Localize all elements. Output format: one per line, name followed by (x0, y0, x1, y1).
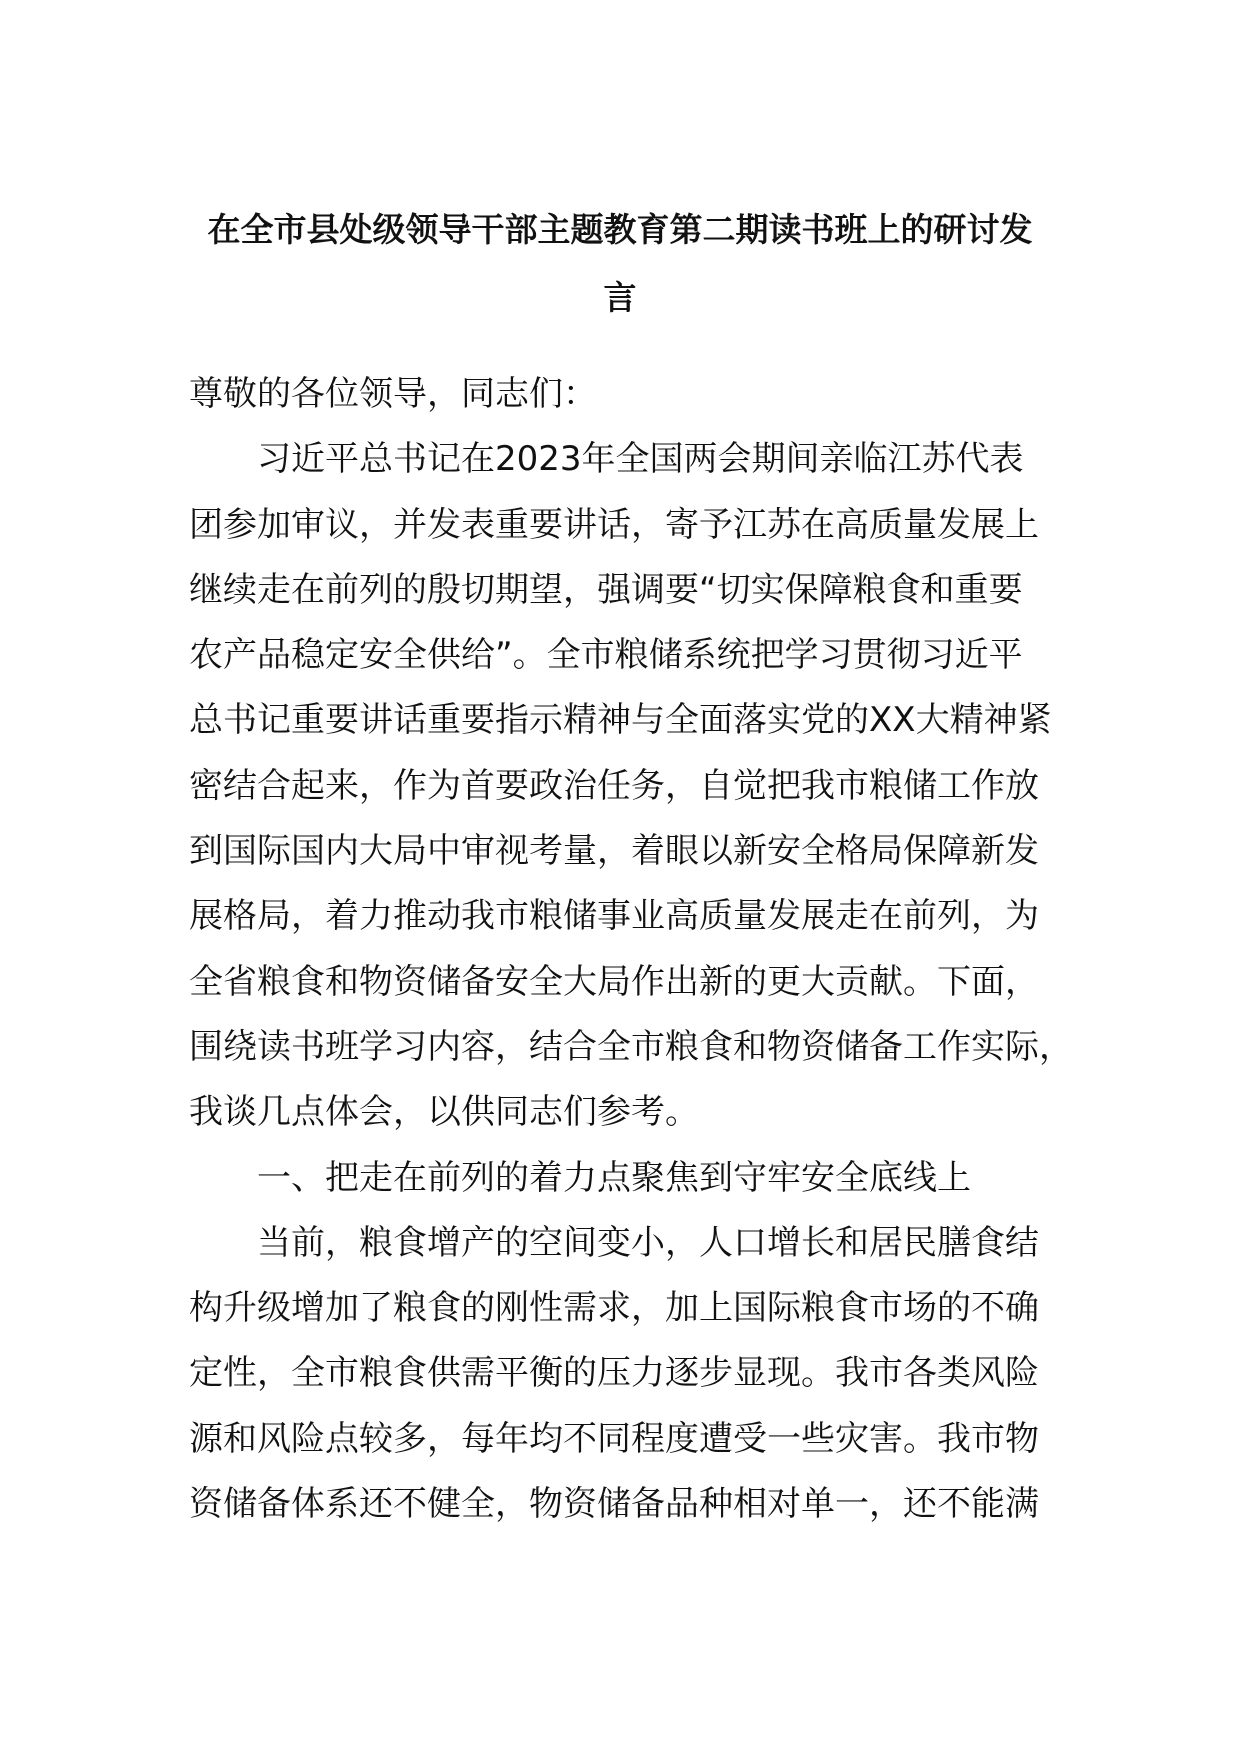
text-line: 定性，全市粮食供需平衡的压力逐步显现。我市各类风险 (189, 1353, 1039, 1394)
text-line: 我谈几点体会，以供同志们参考。 (189, 1092, 699, 1133)
greeting: 尊敬的各位领导，同志们： (189, 374, 597, 414)
text-line: 总书记重要讲话重要指示精神与全面落实党的XX大精神紧 (189, 700, 1052, 741)
text-line: 构升级增加了粮食的刚性需求，加上国际粮食市场的不确 (189, 1288, 1039, 1329)
text-line: 一、把走在前列的着力点聚焦到守牢安全底线上 (257, 1157, 971, 1198)
title-line-1: 在全市县处级领导干部主题教育第二期读书班上的研讨发 (207, 210, 1033, 249)
text-line: 密结合起来，作为首要政治任务，自觉把我市粮储工作放 (189, 765, 1039, 806)
text-line: 团参加审议，并发表重要讲话，寄予江苏在高质量发展上 (189, 504, 1039, 545)
text-line: 当前，粮食增产的空间变小，人口增长和居民膳食结 (257, 1222, 1039, 1263)
document-title (0, 196, 1240, 332)
text-line: 展格局，着力推动我市粮储事业高质量发展走在前列，为 (189, 896, 1039, 937)
text-line: 农产品稳定安全供给”。全市粮储系统把学习贯彻习近平 (189, 635, 1023, 676)
text-line: 全省粮食和物资储备安全大局作出新的更大贡献。下面， (189, 961, 1039, 1002)
text-line: 习近平总书记在2023年全国两会期间亲临江苏代表 (257, 439, 1024, 480)
paragraph (189, 1211, 1069, 1537)
text-line: 围绕读书班学习内容，结合全市粮食和物资储备工作实际， (189, 1026, 1073, 1067)
text-line: 资储备体系还不健全，物资储备品种相对单一，还不能满 (189, 1484, 1039, 1525)
document-body (189, 362, 1073, 1537)
text-line: 到国际国内大局中审视考量，着眼以新安全格局保障新发 (189, 831, 1039, 872)
paragraph (189, 427, 1073, 1145)
text-line: 源和风险点较多，每年均不同程度遭受一些灾害。我市物 (189, 1418, 1039, 1459)
section-heading (189, 1146, 1069, 1211)
title-line-2: 言 (603, 278, 637, 317)
text-line: 继续走在前列的殷切期望，强调要“切实保障粮食和重要 (189, 569, 1023, 610)
